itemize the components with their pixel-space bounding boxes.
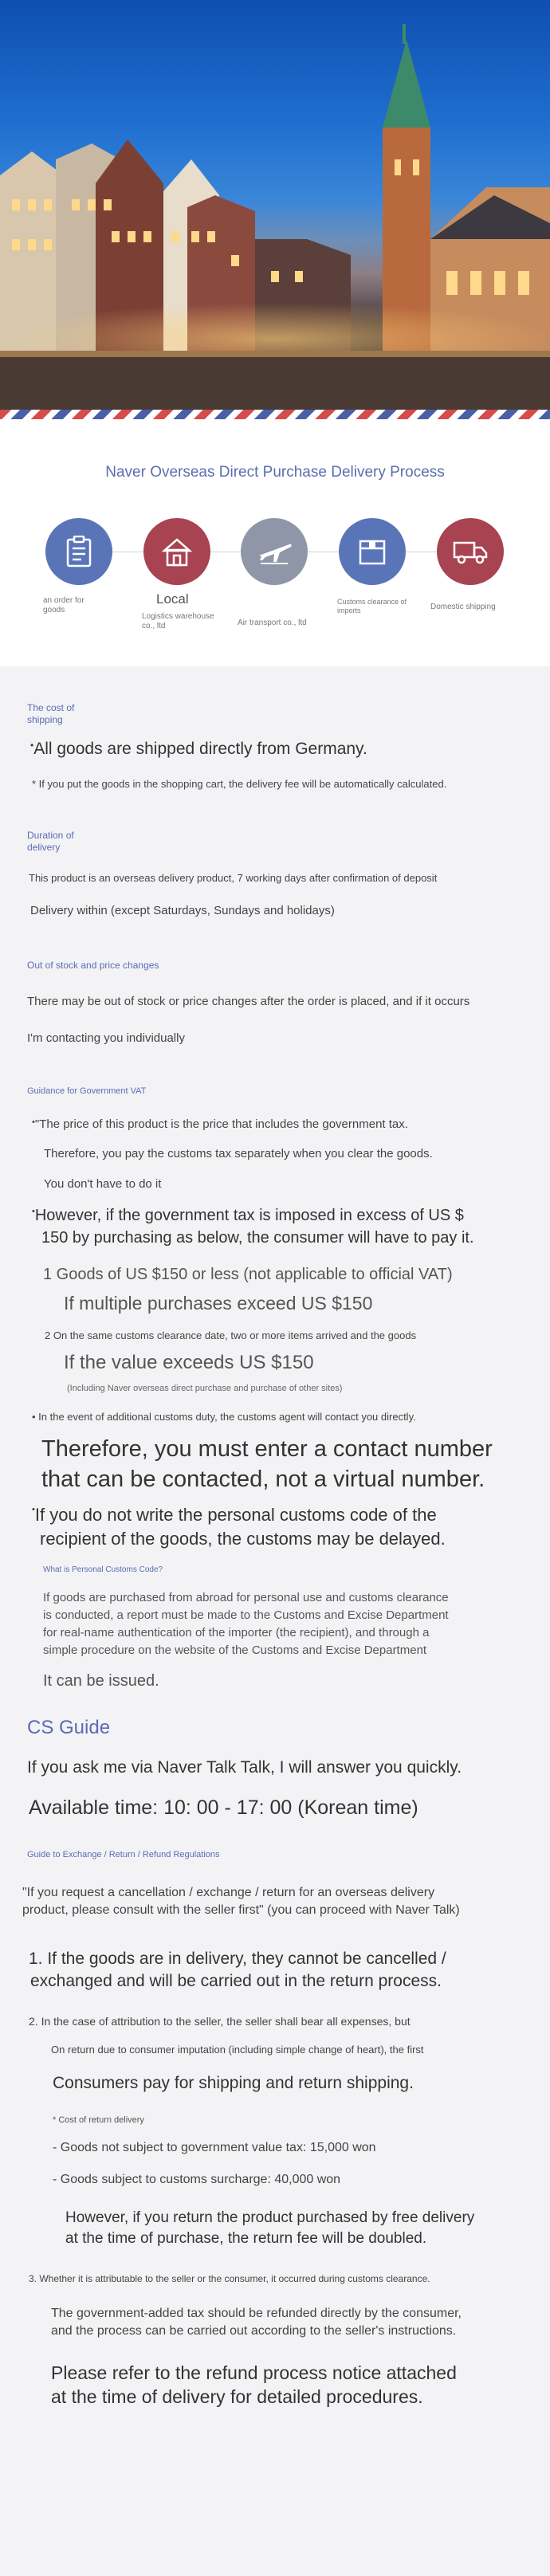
house-icon — [143, 518, 210, 585]
refund-line-1: "If you request a cancellation / exchange / return for an overseas delivery — [22, 1886, 435, 1899]
cost-line-1: •All goods are shipped directly from Germany. — [30, 740, 367, 758]
step-label-domestic: Domestic shipping — [430, 603, 496, 611]
vat-line-15: recipient of the goods, the customs may be delayed. — [40, 1529, 446, 1549]
vat-line-11: • In the event of additional customs duty, the customs agent will contact you directly. — [32, 1411, 416, 1423]
step-label-customs: Customs clearance of imports — [337, 598, 407, 615]
cost-heading: The cost of shipping — [27, 702, 75, 725]
vat-line-3: You don't have to do it — [44, 1177, 162, 1191]
step-label-air: Air transport co., ltd — [238, 618, 307, 627]
duration-heading: Duration of delivery — [27, 830, 74, 853]
refund-line-6: On return due to consumer imputation (including simple change of heart), the first — [51, 2044, 424, 2056]
refund-line-13: 3. Whether it is attributable to the seller or the consumer, it occurred during customs clearance. — [29, 2273, 430, 2284]
duration-line-1: This product is an overseas delivery product, 7 working days after confirmation of deposit — [29, 872, 438, 884]
pcc-line-3: for real-name authentication of the importer (the recipient), and through a — [43, 1626, 430, 1639]
vat-line-14: •If you do not write the personal customs code of the — [32, 1505, 437, 1525]
refund-heading: Guide to Exchange / Return / Refund Regulations — [27, 1850, 220, 1859]
box-icon — [339, 518, 406, 585]
airmail-stripe — [0, 410, 550, 419]
refund-line-4: exchanged and will be carried out in the return process. — [30, 1972, 442, 1990]
step-label-warehouse: Logistics warehouse co., ltd — [142, 612, 214, 630]
refund-line-16: Please refer to the refund process notice attached — [51, 2362, 457, 2383]
vat-line-1: •"The price of this product is the price that includes the government tax. — [32, 1117, 408, 1131]
stock-line-2: I'm contacting you individually — [27, 1031, 185, 1045]
vat-line-6: 1 Goods of US $150 or less (not applicable to official VAT) — [43, 1266, 453, 1283]
pcc-line-5: It can be issued. — [43, 1672, 159, 1690]
cs-line-1: If you ask me via Naver Talk Talk, I will answer you quickly. — [27, 1758, 462, 1777]
vat-line-12: Therefore, you must enter a contact number — [41, 1436, 493, 1462]
clipboard-icon — [45, 518, 112, 585]
process-title: Naver Overseas Direct Purchase Delivery Process — [105, 464, 445, 481]
vat-heading: Guidance for Government VAT — [27, 1086, 147, 1096]
pcc-line-1: If goods are purchased from abroad for personal use and customs clearance — [43, 1591, 449, 1604]
vat-line-5: 150 by purchasing as below, the consumer will have to pay it. — [41, 1229, 474, 1247]
airplane-icon — [241, 518, 308, 585]
duration-line-2: Delivery within (except Saturdays, Sundays and holidays) — [30, 904, 335, 917]
refund-line-9: - Goods not subject to government value tax: 15,000 won — [53, 2141, 376, 2154]
pcc-line-2: is conducted, a report must be made to the Customs and Excise Department — [43, 1608, 449, 1622]
truck-icon — [437, 518, 504, 585]
refund-line-2: product, please consult with the seller first" (you can proceed with Naver Talk) — [22, 1903, 460, 1917]
pcc-heading: What is Personal Customs Code? — [43, 1565, 163, 1574]
refund-line-3: 1. If the goods are in delivery, they cannot be cancelled / — [29, 1950, 446, 1968]
vat-line-7: If multiple purchases exceed US $150 — [64, 1293, 373, 1314]
refund-line-17: at the time of delivery for detailed procedures. — [51, 2386, 423, 2407]
refund-line-14: The government-added tax should be refunded directly by the consumer, — [51, 2307, 462, 2320]
vat-line-2: Therefore, you pay the customs tax separately when you clear the goods. — [44, 1147, 433, 1160]
info-body — [0, 666, 550, 2576]
vat-line-10: (Including Naver overseas direct purchase and purchase of other sites) — [67, 1384, 343, 1393]
refund-line-5: 2. In the case of attribution to the seller, the seller shall bear all expenses, but — [29, 2015, 411, 2028]
refund-line-11: However, if you return the product purchased by free delivery — [65, 2209, 475, 2226]
step-label-local: Local — [156, 591, 189, 607]
refund-line-12: at the time of purchase, the return fee will be doubled. — [65, 2230, 427, 2247]
vat-line-8: 2 On the same customs clearance date, two or more items arrived and the goods — [45, 1329, 417, 1341]
cs-heading: CS Guide — [27, 1717, 111, 1738]
refund-line-10: - Goods subject to customs surcharge: 40,000 won — [53, 2173, 341, 2186]
refund-line-7: Consumers pay for shipping and return shipping. — [53, 2074, 414, 2092]
cs-line-2: Available time: 10: 00 - 17: 00 (Korean time) — [29, 1797, 418, 1819]
stock-line-1: There may be out of stock or price changes after the order is placed, and if it occurs — [27, 995, 470, 1008]
delivery-process — [0, 419, 550, 666]
pcc-line-4: simple procedure on the website of the Customs and Excise Department — [43, 1643, 427, 1657]
vat-line-9: If the value exceeds US $150 — [64, 1352, 314, 1373]
stock-heading: Out of stock and price changes — [27, 960, 159, 971]
cost-line-2: * If you put the goods in the shopping cart, the delivery fee will be automatically calculated. — [32, 778, 447, 790]
step-label-order: an order for goods — [43, 596, 84, 615]
refund-line-8: * Cost of return delivery — [53, 2115, 144, 2125]
vat-line-4: •However, if the government tax is imposed in excess of US $ — [32, 1207, 464, 1224]
refund-line-15: and the process can be carried out according to the seller's instructions. — [51, 2324, 457, 2338]
vat-line-13: that can be contacted, not a virtual number. — [41, 1467, 485, 1492]
hero-photo — [0, 0, 550, 414]
